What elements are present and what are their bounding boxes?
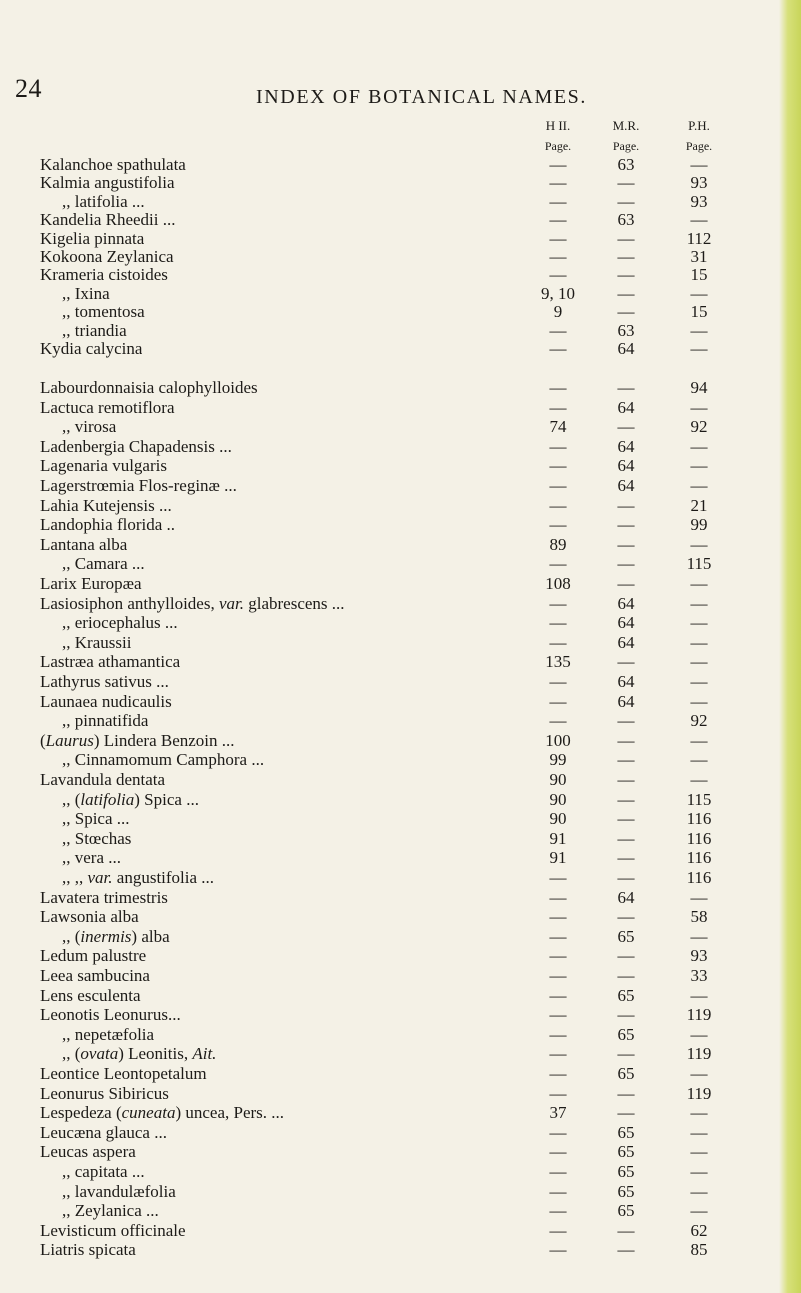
entry-ph-page: — <box>690 1142 708 1162</box>
entry-mr-page: 64 <box>617 593 635 613</box>
entry-ph-page: — <box>690 730 708 750</box>
entry-name: Leucæna glauca ... <box>40 1122 167 1142</box>
index-entry-row <box>0 829 801 849</box>
entry-hii-page: — <box>549 1181 567 1201</box>
entry-mr-page: 65 <box>617 1181 635 1201</box>
entry-hii-page: — <box>549 887 567 907</box>
entry-mr-page: 64 <box>617 436 635 456</box>
entry-mr-page: 64 <box>617 691 635 711</box>
entry-ph-page: — <box>690 155 708 174</box>
entry-mr-page: — <box>617 417 635 437</box>
entry-ph-page: — <box>690 1103 708 1123</box>
index-entry-row <box>0 437 801 457</box>
entry-mr-page: — <box>617 534 635 554</box>
entry-ph-page: — <box>690 926 708 946</box>
entry-hii-page: — <box>549 1064 567 1083</box>
index-entry-row <box>0 535 801 555</box>
index-entry-row <box>0 378 801 398</box>
entry-name: Landophia florida .. <box>40 515 176 535</box>
entry-ph-page: — <box>690 456 708 476</box>
entry-mr-page: — <box>617 789 635 809</box>
entry-name: Kandelia Rheedii ... <box>40 210 176 230</box>
entry-name: ,, Spica ... <box>62 809 130 829</box>
entry-mr-page: — <box>617 228 635 248</box>
entry-hii-page: 90 <box>549 789 567 809</box>
column-sub-mr: Page. <box>612 139 640 153</box>
entry-name: Lagenaria vulgaris <box>40 456 167 476</box>
entry-hii-page: — <box>549 339 567 358</box>
entry-mr-page: 63 <box>617 210 635 230</box>
entry-ph-page: 85 <box>690 1240 708 1260</box>
entry-mr-page: — <box>617 1044 635 1064</box>
entry-name: Lavandula dentata <box>40 770 166 789</box>
entry-mr-page: 65 <box>617 1162 635 1181</box>
entry-ph-page: — <box>690 887 708 907</box>
index-entry-row <box>0 1005 801 1025</box>
entry-name: Levisticum officinale <box>40 1220 186 1240</box>
entry-ph-page: — <box>690 283 708 303</box>
index-entry-row <box>0 750 801 770</box>
entry-name: Krameria cistoides <box>40 265 168 285</box>
entry-mr-page: 64 <box>617 672 635 691</box>
entry-mr-page: — <box>617 750 635 770</box>
entry-mr-page: 65 <box>617 1142 635 1162</box>
index-entry-row <box>0 966 801 986</box>
entry-name: Lespedeza (cuneata) uncea, Pers. ... <box>40 1103 285 1123</box>
entry-mr-page: — <box>617 283 635 303</box>
entry-ph-page: 119 <box>686 1005 712 1025</box>
entry-ph-page: — <box>690 476 708 495</box>
entry-name: Kalmia angustifolia <box>40 173 175 193</box>
index-entry-row <box>0 1221 801 1241</box>
entry-hii-page: — <box>549 966 567 985</box>
entry-name: ,, Camara ... <box>62 554 145 574</box>
entry-mr-page: 65 <box>617 1201 635 1221</box>
entry-name: ,, virosa <box>62 417 117 437</box>
entry-name: Leea sambucina <box>40 966 150 985</box>
index-entry-row <box>0 210 801 230</box>
entry-ph-page: — <box>690 534 708 554</box>
entry-hii-page: 90 <box>549 770 567 789</box>
entry-name: ,, (ovata) Leonitis, Ait. <box>62 1044 217 1064</box>
entry-name: Kalanchoe spathulata <box>40 155 186 174</box>
entry-name: ,, Kraussii <box>62 632 132 652</box>
index-entry-row <box>0 192 801 212</box>
entry-mr-page: — <box>617 302 635 322</box>
entry-ph-page: — <box>690 1064 708 1083</box>
entry-ph-page: 112 <box>686 228 712 248</box>
entry-mr-page: 64 <box>617 632 635 652</box>
entry-mr-page: 64 <box>617 476 635 495</box>
entry-name: Kydia calycina <box>40 339 143 358</box>
entry-name: ,, nepetæfolia <box>62 1024 155 1044</box>
entry-ph-page: 62 <box>690 1220 708 1240</box>
column-sub-hii: Page. <box>544 139 572 153</box>
entry-mr-page: 63 <box>617 320 635 340</box>
entry-hii-page: — <box>549 632 567 652</box>
entry-hii-page: — <box>549 1201 567 1221</box>
entry-name: Lastræa athamantica <box>40 652 181 672</box>
index-entry-row <box>0 554 801 574</box>
entry-name: ,, (inermis) alba <box>62 926 170 946</box>
entry-hii-page: 108 <box>545 574 571 593</box>
entry-name: Leontice Leontopetalum <box>40 1064 207 1083</box>
entry-name: ,, Ixina <box>62 283 110 303</box>
entry-ph-page: 21 <box>690 495 708 515</box>
entry-mr-page: — <box>617 265 635 285</box>
entry-name: Leonurus Sibiricus <box>40 1083 169 1103</box>
entry-ph-page: 93 <box>690 191 708 211</box>
entry-ph-page: 119 <box>686 1083 712 1103</box>
entry-hii-page: — <box>549 1122 567 1142</box>
entry-hii-page: — <box>549 593 567 613</box>
entry-name: Leucas aspera <box>40 1142 136 1162</box>
entry-mr-page: — <box>617 574 635 593</box>
entry-ph-page: 115 <box>686 554 712 574</box>
entry-name: ,, (latifolia) Spica ... <box>62 789 199 809</box>
index-entry-row <box>0 265 801 285</box>
entry-ph-page: 119 <box>686 1044 712 1064</box>
index-entry-row <box>0 986 801 1006</box>
index-entry-row <box>0 417 801 437</box>
entry-ph-page: 116 <box>686 848 712 868</box>
index-entry-row <box>0 711 801 731</box>
entry-mr-page: — <box>617 966 635 985</box>
index-entry-row <box>0 692 801 712</box>
index-entry-row <box>0 1201 801 1221</box>
entry-ph-page: 93 <box>690 946 708 966</box>
entry-hii-page: 135 <box>545 652 571 672</box>
entry-hii-page: — <box>549 247 567 266</box>
entry-ph-page: — <box>690 1201 708 1221</box>
entry-hii-page: — <box>549 210 567 230</box>
entry-ph-page: 116 <box>686 809 712 829</box>
entry-name: Lantana alba <box>40 534 128 554</box>
entry-mr-page: — <box>617 1005 635 1025</box>
index-entry-row <box>0 496 801 516</box>
entry-hii-page: — <box>549 191 567 211</box>
index-entry-row <box>0 672 801 692</box>
entry-hii-page: — <box>549 672 567 691</box>
entry-mr-page: — <box>617 828 635 848</box>
index-entry-row <box>0 868 801 888</box>
entry-mr-page: 65 <box>617 1024 635 1044</box>
entry-mr-page: 64 <box>617 397 635 417</box>
entry-mr-page: — <box>617 868 635 887</box>
entry-name: Liatris spicata <box>40 1240 136 1260</box>
entry-name: ,, capitata ... <box>62 1162 145 1181</box>
entry-name: ,, tomentosa <box>62 302 145 322</box>
entry-mr-page: 64 <box>617 456 635 476</box>
entry-hii-page: — <box>549 926 567 946</box>
entry-name: Kigelia pinnata <box>40 228 145 248</box>
entry-name: Ladenbergia Chapadensis ... <box>40 436 232 456</box>
entry-name: Launaea nudicaulis <box>40 691 172 711</box>
index-entry-row <box>0 574 801 594</box>
entry-hii-page: — <box>549 1162 567 1181</box>
entry-name: ,, pinnatifida <box>62 711 149 731</box>
entry-name: Kokoona Zeylanica <box>40 247 174 266</box>
entry-mr-page: — <box>617 515 635 535</box>
entry-mr-page: — <box>617 652 635 672</box>
entry-mr-page: — <box>617 809 635 829</box>
column-head-mr: M.R. <box>612 118 640 133</box>
entry-mr-page: — <box>617 191 635 211</box>
entry-mr-page: — <box>617 1083 635 1103</box>
entry-mr-page: — <box>617 1103 635 1123</box>
entry-mr-page: 64 <box>617 339 635 358</box>
index-entry-row <box>0 1064 801 1084</box>
index-entry-row <box>0 594 801 614</box>
entry-hii-page: 91 <box>549 848 567 868</box>
entry-hii-page: 90 <box>549 809 567 829</box>
entry-name: Lathyrus sativus ... <box>40 672 169 691</box>
running-head: INDEX OF BOTANICAL NAMES. <box>256 86 587 108</box>
index-entry-row <box>0 946 801 966</box>
entry-ph-page: 93 <box>690 173 708 193</box>
entry-hii-page: — <box>549 1024 567 1044</box>
entry-hii-page: — <box>549 1005 567 1025</box>
index-entry-row <box>0 339 801 359</box>
entry-mr-page: — <box>617 848 635 868</box>
entry-name: ,, Zeylanica ... <box>62 1201 159 1221</box>
index-entry-row <box>0 1044 801 1064</box>
page-number: 24 <box>15 74 42 103</box>
entry-hii-page: 37 <box>549 1103 567 1123</box>
index-entry-row <box>0 229 801 249</box>
index-entry-row <box>0 770 801 790</box>
entry-name: Labourdonnaisia calophylloides <box>40 378 258 397</box>
entry-ph-page: — <box>690 1122 708 1142</box>
entry-name: Lagerstrœmia Flos-reginæ ... <box>40 476 237 495</box>
entry-hii-page: — <box>549 515 567 535</box>
entry-hii-page: — <box>549 946 567 966</box>
entry-name: ,, ,, var. angustifolia ... <box>62 868 215 887</box>
index-entry-row <box>0 888 801 908</box>
index-entry-row <box>0 398 801 418</box>
index-entry-row <box>0 927 801 947</box>
entry-ph-page: 33 <box>690 966 708 985</box>
entry-hii-page: — <box>549 1240 567 1260</box>
entry-hii-page: 100 <box>545 730 571 750</box>
entry-hii-page: — <box>549 1044 567 1064</box>
entry-ph-page: — <box>690 691 708 711</box>
entry-name: ,, latifolia ... <box>62 191 145 211</box>
entry-hii-page: — <box>549 155 567 174</box>
entry-name: Lens esculenta <box>40 985 141 1005</box>
entry-hii-page: — <box>549 436 567 456</box>
index-entry-row <box>0 284 801 304</box>
entry-ph-page: — <box>690 613 708 633</box>
entry-ph-page: 115 <box>686 789 712 809</box>
entry-name: Ledum palustre <box>40 946 147 966</box>
entry-name: ,, Cinnamomum Camphora ... <box>62 750 265 770</box>
index-entry-row <box>0 1123 801 1143</box>
entry-ph-page: 99 <box>690 515 708 535</box>
entry-ph-page: — <box>690 574 708 593</box>
entry-name: Larix Europæa <box>40 574 142 593</box>
index-entry-row <box>0 515 801 535</box>
index-entry-row <box>0 321 801 341</box>
column-head-hii: H II. <box>545 118 571 133</box>
entry-mr-page: 63 <box>617 155 635 174</box>
entry-hii-page: 89 <box>549 534 567 554</box>
entry-ph-page: — <box>690 210 708 230</box>
entry-hii-page: — <box>549 265 567 285</box>
entry-hii-page: — <box>549 1142 567 1162</box>
entry-ph-page: — <box>690 339 708 358</box>
entry-hii-page: — <box>549 456 567 476</box>
entry-hii-page: — <box>549 1083 567 1103</box>
entry-name: ,, vera ... <box>62 848 122 868</box>
entry-mr-page: 65 <box>617 1122 635 1142</box>
entry-hii-page: — <box>549 554 567 574</box>
entry-mr-page: 64 <box>617 613 635 633</box>
entry-hii-page: — <box>549 711 567 731</box>
entry-ph-page: — <box>690 652 708 672</box>
entry-mr-page: — <box>617 1220 635 1240</box>
index-entry-row <box>0 790 801 810</box>
entry-hii-page: — <box>549 397 567 417</box>
entry-hii-page: — <box>549 495 567 515</box>
entry-ph-page: — <box>690 1024 708 1044</box>
entry-ph-page: 58 <box>690 907 708 927</box>
entry-name: ,, lavandulæfolia <box>62 1181 176 1201</box>
entry-ph-page: — <box>690 320 708 340</box>
entry-ph-page: 92 <box>690 417 708 437</box>
index-entry-row <box>0 652 801 672</box>
index-entry-row <box>0 1084 801 1104</box>
entry-name: ,, Stœchas <box>62 828 132 848</box>
entry-mr-page: — <box>617 495 635 515</box>
entry-name: ,, eriocephalus ... <box>62 613 178 633</box>
column-sub-ph: Page. <box>685 139 713 153</box>
entry-mr-page: 65 <box>617 1064 635 1083</box>
entry-mr-page: — <box>617 378 635 397</box>
entry-ph-page: — <box>690 1162 708 1181</box>
entry-mr-page: — <box>617 711 635 731</box>
entry-ph-page: 31 <box>690 247 708 266</box>
entry-name: Lactuca remotiflora <box>40 397 175 417</box>
index-entry-row <box>0 633 801 653</box>
index-entry-row <box>0 907 801 927</box>
entry-hii-page: — <box>549 378 567 397</box>
index-entry-row <box>0 155 801 175</box>
entry-ph-page: 116 <box>686 868 712 887</box>
entry-hii-page: 74 <box>549 417 567 437</box>
entry-ph-page: — <box>690 770 708 789</box>
entry-mr-page: — <box>617 173 635 193</box>
index-entry-row <box>0 173 801 193</box>
index-entry-row <box>0 1182 801 1202</box>
index-entry-row <box>0 613 801 633</box>
entry-ph-page: 94 <box>690 378 708 397</box>
entry-ph-page: — <box>690 1181 708 1201</box>
entry-ph-page: 15 <box>690 265 708 285</box>
entry-ph-page: — <box>690 985 708 1005</box>
index-entry-row <box>0 848 801 868</box>
index-entry-row <box>0 731 801 751</box>
entry-ph-page: — <box>690 397 708 417</box>
index-entry-row <box>0 1025 801 1045</box>
entry-mr-page: — <box>617 946 635 966</box>
entry-hii-page: 99 <box>549 750 567 770</box>
entry-ph-page: 15 <box>690 302 708 322</box>
index-entry-row <box>0 809 801 829</box>
entry-hii-page: — <box>549 320 567 340</box>
entry-mr-page: 65 <box>617 985 635 1005</box>
index-entry-row <box>0 1240 801 1260</box>
entry-mr-page: — <box>617 1240 635 1260</box>
entry-hii-page: — <box>549 868 567 887</box>
entry-name: Leonotis Leonurus... <box>40 1005 181 1025</box>
entry-name: Lawsonia alba <box>40 907 139 927</box>
entry-hii-page: — <box>549 691 567 711</box>
entry-ph-page: 116 <box>686 828 712 848</box>
entry-hii-page: — <box>549 476 567 495</box>
column-head-ph: P.H. <box>688 118 710 133</box>
index-entry-row <box>0 247 801 267</box>
entry-ph-page: — <box>690 632 708 652</box>
entry-hii-page: — <box>549 985 567 1005</box>
entry-ph-page: — <box>690 593 708 613</box>
entry-mr-page: — <box>617 247 635 266</box>
entry-ph-page: 92 <box>690 711 708 731</box>
index-entry-row <box>0 1142 801 1162</box>
entry-mr-page: — <box>617 770 635 789</box>
entry-hii-page: — <box>549 1220 567 1240</box>
entry-hii-page: — <box>549 173 567 193</box>
entry-hii-page: — <box>549 613 567 633</box>
entry-ph-page: — <box>690 672 708 691</box>
entry-name: Lahia Kutejensis ... <box>40 495 172 515</box>
entry-hii-page: 9 <box>553 302 563 322</box>
entry-mr-page: 65 <box>617 926 635 946</box>
index-entry-row <box>0 1162 801 1182</box>
entry-mr-page: — <box>617 730 635 750</box>
index-entry-row <box>0 302 801 322</box>
entry-mr-page: — <box>617 907 635 927</box>
entry-ph-page: — <box>690 436 708 456</box>
entry-ph-page: — <box>690 750 708 770</box>
index-entry-row <box>0 476 801 496</box>
index-entry-row <box>0 456 801 476</box>
entry-name: Lavatera trimestris <box>40 887 168 907</box>
index-entry-row <box>0 1103 801 1123</box>
entry-name: Lasiosiphon anthylloides, var. glabrescens ... <box>40 593 345 613</box>
entry-hii-page: 9, 10 <box>541 283 575 303</box>
entry-hii-page: — <box>549 907 567 927</box>
entry-hii-page: — <box>549 228 567 248</box>
entry-name: ,, triandia <box>62 320 127 340</box>
entry-mr-page: 64 <box>617 887 635 907</box>
entry-name: (Laurus) Lindera Benzoin ... <box>40 730 235 750</box>
entry-hii-page: 91 <box>549 828 567 848</box>
entry-mr-page: — <box>617 554 635 574</box>
